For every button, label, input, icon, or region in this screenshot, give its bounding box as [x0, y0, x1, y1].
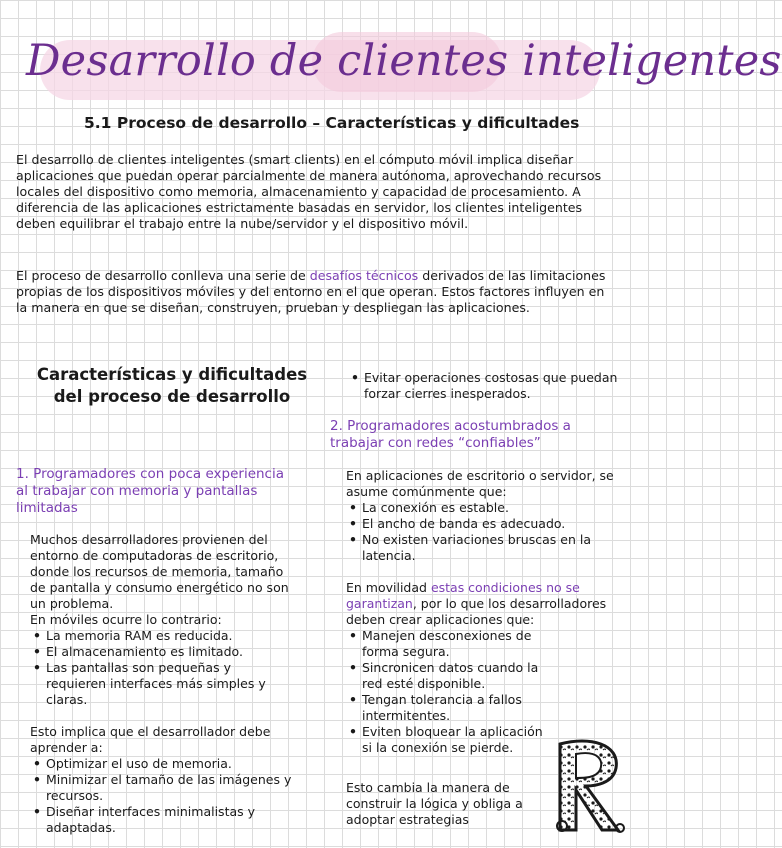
list-item: • No existen variaciones bruscas en la latencia.: [346, 532, 628, 564]
section-2-p2-highlight: estas condiciones no se garantizan: [346, 580, 580, 611]
section-2-paragraph-3: Esto cambia la manera de construir la lógica y obliga a adoptar estrategias: [346, 780, 523, 827]
list-item: • Diseñar interfaces minimalistas y adaptadas.: [30, 804, 294, 836]
section-2-paragraph-2: [346, 580, 628, 628]
list-item: • Sincronicen datos cuando la red esté disponible.: [346, 660, 546, 692]
list-item: • La conexión es estable.: [346, 500, 628, 516]
section-2-list-2: [346, 628, 546, 756]
list-item: • Las pantallas son pequeñas y requieren interfaces más simples y claras.: [30, 660, 294, 708]
section-2-p2-text-a: En movilidad: [346, 580, 431, 595]
list-item: • Manejen desconexiones de forma segura.: [346, 628, 546, 660]
intro-p2-highlight: desafíos técnicos: [309, 268, 419, 283]
section-subtitle: 5.1 Proceso de desarrollo – Características y dificultades: [84, 114, 580, 132]
letter-r-ornament-icon: [550, 736, 630, 836]
intro-paragraph-2: [16, 268, 616, 316]
list-item: • Evitar operaciones costosas que puedan forzar cierres inesperados.: [348, 370, 626, 402]
section-2-list-1: [346, 500, 628, 564]
section-1-list-2: [30, 756, 294, 836]
section-1-paragraph-2: En móviles ocurre lo contrario:: [30, 612, 222, 627]
section-2-p2-text-b: , por lo que los desarrolladores deben crear aplicaciones que:: [346, 596, 607, 627]
list-item: • La memoria RAM es reducida.: [30, 628, 294, 644]
list-item: • Tengan tolerancia a fallos intermitentes.: [346, 692, 546, 724]
section-2-paragraph-1: En aplicaciones de escritorio o servidor, se asume comúnmente que:: [346, 468, 614, 499]
section-1-paragraph-3: Esto implica que el desarrollador debe aprender a:: [30, 724, 271, 755]
list-item: • El ancho de banda es adecuado.: [346, 516, 628, 532]
section-1-list-1: [30, 628, 294, 708]
intro-p2-text-a: El proceso de desarrollo conlleva una serie de: [16, 268, 310, 283]
section-1-paragraph-1: Muchos desarrolladores provienen del entorno de computadoras de escritorio, donde los recursos de memoria, tamaño de pantalla y consumo energético no son un problema.: [30, 532, 289, 611]
list-item: • Minimizar el tamaño de las imágenes y recursos.: [30, 772, 294, 804]
section-2-body: [346, 468, 628, 756]
section-1-body: [30, 532, 294, 836]
list-item: • El almacenamiento es limitado.: [30, 644, 294, 660]
page-title: Desarrollo de clientes inteligentes: [26, 36, 782, 86]
list-item: • Eviten bloquear la aplicación si la conexión se pierde.: [346, 724, 546, 756]
list-item: • Optimizar el uso de memoria.: [30, 756, 294, 772]
column-heading: Características y dificultades del proceso de desarrollo: [36, 365, 308, 406]
continued-list: [348, 370, 626, 402]
intro-p2-text-b: derivados de las limitaciones propias de los dispositivos móviles y del entorno en el que operan. Estos factores influyen en la manera en que se diseñan, construyen, prueban y despliegan las aplicaciones.: [16, 268, 606, 315]
section-1-title: 1. Programadores con poca experiencia al trabajar con memoria y pantallas limitadas: [16, 466, 285, 516]
intro-paragraph-1: El desarrollo de clientes inteligentes (smart clients) en el cómputo móvil implica diseñar aplicaciones que puedan operar parcialmente de manera autónoma, aprovechando recursos locales del dispositivo como memoria, almacenamiento y capacidad de procesamiento. A diferencia de las aplicaciones estrictamente basadas en servidor, los clientes inteligentes deben equilibrar el trabajo entre la nube/servidor y el dispositivo móvil.: [16, 152, 602, 231]
title-banner: [12, 18, 782, 110]
section-2-title: 2. Programadores acostumbrados a trabajar con redes “confiables”: [330, 418, 571, 451]
